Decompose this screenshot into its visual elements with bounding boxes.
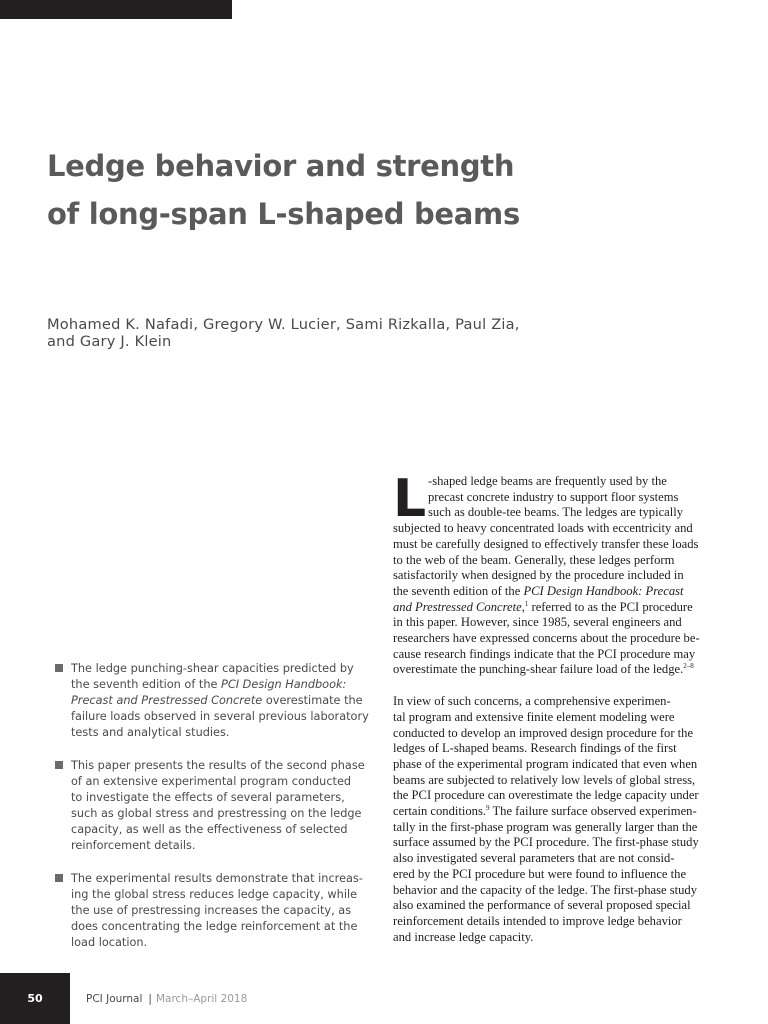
body-line: satisfactorily when designed by the procedure included in	[393, 568, 684, 583]
bullet-line: of an extensive experimental program conducted	[71, 775, 352, 788]
body-line: ered by the PCI procedure but were found to influence the	[393, 866, 687, 881]
bullet-line: The experimental results demonstrate that increas-	[71, 872, 363, 885]
article-title	[47, 142, 667, 238]
bullet-line: Precast and Prestressed Concrete overestimate the	[71, 694, 363, 707]
bullet-line: reinforcement details.	[71, 839, 196, 852]
body-line: subjected to heavy concentrated loads with eccentricity and	[393, 521, 693, 536]
drop-cap: L	[393, 469, 427, 529]
body-line: -shaped ledge beams are frequently used by the	[428, 474, 667, 488]
running-footer	[86, 993, 247, 1005]
bullet-line: the seventh edition of the PCI Design Handbook:	[71, 678, 347, 691]
bullet-line: does concentrating the ledge reinforcement at the	[71, 920, 358, 933]
bullet-square-icon	[55, 664, 63, 672]
authors-line: and Gary J. Klein	[47, 333, 172, 350]
body-line: the seventh edition of the PCI Design Handbook: Precast	[393, 583, 684, 598]
body-line: surface assumed by the PCI procedure. The first-phase study	[393, 835, 699, 850]
bullet-square-icon	[55, 874, 63, 882]
body-line: also examined the performance of several proposed special	[393, 898, 691, 913]
body-line: in this paper. However, since 1985, several engineers and	[393, 615, 682, 630]
bullet-line: such as global stress and prestressing on the ledge	[71, 807, 362, 820]
body-line: precast concrete industry to support floor systems	[428, 489, 679, 504]
summary-bullet	[55, 871, 375, 951]
body-line: conducted to develop an improved design procedure for the	[393, 725, 694, 740]
body-line: reinforcement details intended to improve ledge behavior	[393, 913, 682, 928]
authors-line: Mohamed K. Nafadi, Gregory W. Lucier, Sami Rizkalla, Paul Zia,	[47, 316, 520, 333]
bullet-line: capacity, as well as the effectiveness of selected	[71, 823, 348, 836]
body-line: must be carefully designed to effectively transfer these loads	[393, 536, 699, 551]
summary-bullet	[55, 661, 375, 741]
footer-separator: |	[148, 993, 152, 1005]
body-line: behavior and the capacity of the ledge. The first-phase study	[393, 882, 698, 897]
title-line: Ledge behavior and strength	[47, 149, 515, 183]
author-list	[47, 316, 607, 350]
header-bar	[0, 0, 232, 19]
body-line: cause research findings indicate that the PCI procedure may	[393, 646, 696, 661]
bullet-line: This paper presents the results of the second phase	[71, 759, 365, 772]
body-line: overestimate the punching-shear failure load of the ledge.$^{2-8}$	[393, 662, 694, 677]
bullet-line: ing the global stress reduces ledge capacity, while	[71, 888, 358, 901]
title-line: of long-span L-shaped beams	[47, 197, 520, 231]
page-number: 50	[0, 973, 70, 1024]
body-line: the PCI procedure can overestimate the ledge capacity under	[393, 788, 699, 803]
bullet-line: The ledge punching-shear capacities predicted by	[71, 662, 354, 675]
body-line: In view of such concerns, a comprehensive experimen-	[393, 694, 671, 709]
bullet-line: load location.	[71, 936, 148, 949]
body-line: tally in the first-phase program was generally larger than the	[393, 819, 698, 834]
bullet-line: the use of prestressing increases the capacity, as	[71, 904, 352, 917]
summary-bullet	[55, 758, 375, 854]
body-line: certain conditions.$^9$ The failure surface observed experimen-	[393, 803, 697, 819]
bullet-line: to investigate the effects of several parameters,	[71, 791, 345, 804]
body-line: phase of the experimental program indicated that even when	[393, 756, 698, 771]
issue-date: March–April 2018	[155, 993, 248, 1005]
body-paragraph-1	[393, 469, 711, 678]
bullet-line: tests and analytical studies.	[71, 726, 230, 739]
body-line: and Prestressed Concrete,$^1$ referred to as the PCI procedure	[393, 599, 693, 614]
bullet-square-icon	[55, 761, 63, 769]
body-paragraph-2	[393, 694, 711, 945]
body-line: tal program and extensive finite element modeling were	[393, 709, 675, 724]
summary-bullets	[55, 661, 375, 968]
body-line: ledges of L-shaped beams. Research findings of the first	[393, 741, 677, 756]
body-text	[393, 469, 711, 945]
journal-name: PCI Journal	[86, 993, 143, 1005]
paragraph-spacer	[393, 678, 711, 694]
body-line: such as double-tee beams. The ledges are typically	[428, 505, 684, 520]
body-line: to the web of the beam. Generally, these ledges perform	[393, 552, 675, 567]
bullet-line: failure loads observed in several previous laboratory	[71, 710, 369, 723]
body-line: researchers have expressed concerns about the procedure be-	[393, 631, 700, 646]
body-line: also investigated several parameters that are not consid-	[393, 851, 675, 866]
body-line: beams are subjected to relatively low levels of global stress,	[393, 772, 696, 787]
body-line: and increase ledge capacity.	[393, 929, 534, 944]
